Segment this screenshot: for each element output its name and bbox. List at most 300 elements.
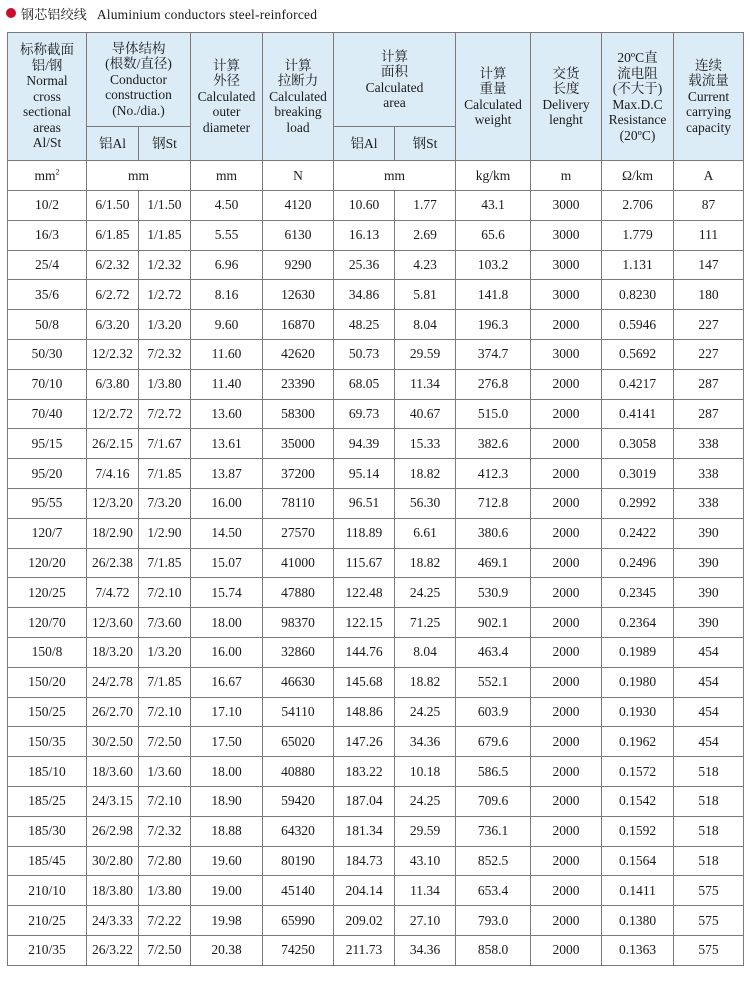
cell-weight: 196.3 <box>456 310 531 340</box>
cell-al-area: 184.73 <box>334 846 395 876</box>
cell-al-area: 211.73 <box>334 935 395 965</box>
cell-section: 95/55 <box>8 488 87 518</box>
cell-st-area: 71.25 <box>395 608 456 638</box>
unit-capacity: A <box>674 161 744 191</box>
cell-breaking-load: 58300 <box>263 399 334 429</box>
cell-outer-diameter: 6.96 <box>191 250 263 280</box>
cell-section: 70/40 <box>8 399 87 429</box>
cell-outer-diameter: 9.60 <box>191 310 263 340</box>
header-line: Max.D.C <box>612 96 663 112</box>
cell-al-area: 34.86 <box>334 280 395 310</box>
header-line: (20ºC) <box>619 127 656 143</box>
cell-section: 210/10 <box>8 876 87 906</box>
cell-section: 150/20 <box>8 667 87 697</box>
cell-weight: 65.6 <box>456 220 531 250</box>
header-line: lenght <box>549 112 583 127</box>
cell-resistance: 0.1980 <box>602 667 674 697</box>
cell-st-area: 34.36 <box>395 935 456 965</box>
cell-resistance: 0.3019 <box>602 459 674 489</box>
cell-capacity: 454 <box>674 667 744 697</box>
header-line: Calculated <box>197 88 256 104</box>
cell-st-construction: 1/1.50 <box>139 191 191 221</box>
cell-st-construction: 7/2.32 <box>139 816 191 846</box>
header-section <box>8 33 87 161</box>
cell-outer-diameter: 13.61 <box>191 429 263 459</box>
header-line: Calculated <box>464 96 522 112</box>
cell-delivery: 2000 <box>531 757 602 787</box>
cell-st-area: 29.59 <box>395 816 456 846</box>
header-area <box>334 33 456 127</box>
cell-section: 185/45 <box>8 846 87 876</box>
table-row <box>8 220 744 250</box>
cell-outer-diameter: 18.00 <box>191 757 263 787</box>
cell-breaking-load: 4120 <box>263 191 334 221</box>
header-line: 连续 <box>695 57 723 73</box>
header-line: weight <box>474 112 512 127</box>
cell-al-construction: 6/1.50 <box>87 191 139 221</box>
cell-st-construction: 7/2.10 <box>139 697 191 727</box>
cell-st-area: 29.59 <box>395 339 456 369</box>
header-line: 交货 <box>552 65 580 81</box>
header-line: 标称截面 <box>20 42 74 58</box>
cell-delivery: 3000 <box>531 339 602 369</box>
cell-weight: 586.5 <box>456 757 531 787</box>
red-bullet-icon <box>6 8 16 18</box>
cell-section: 70/10 <box>8 369 87 399</box>
header-line: (根数/直径) <box>105 56 172 72</box>
cell-st-area: 34.36 <box>395 727 456 757</box>
header-line: 长度 <box>552 81 580 96</box>
cell-al-area: 145.68 <box>334 667 395 697</box>
cell-breaking-load: 37200 <box>263 459 334 489</box>
table-row <box>8 488 744 518</box>
cell-weight: 603.9 <box>456 697 531 727</box>
cell-al-area: 16.13 <box>334 220 395 250</box>
header-line: breaking <box>274 104 322 120</box>
cell-al-construction: 12/2.72 <box>87 399 139 429</box>
cell-capacity: 518 <box>674 757 744 787</box>
header-line: area <box>383 95 406 110</box>
table-row <box>8 429 744 459</box>
cell-weight: 902.1 <box>456 608 531 638</box>
cell-resistance: 0.2422 <box>602 518 674 548</box>
cell-weight: 43.1 <box>456 191 531 221</box>
cell-weight: 463.4 <box>456 637 531 667</box>
cell-st-construction: 1/3.80 <box>139 876 191 906</box>
table-row <box>8 667 744 697</box>
cell-section: 25/4 <box>8 250 87 280</box>
cell-al-area: 115.67 <box>334 548 395 578</box>
table-row <box>8 816 744 846</box>
cell-outer-diameter: 15.07 <box>191 548 263 578</box>
cell-resistance: 0.1363 <box>602 935 674 965</box>
table-row <box>8 459 744 489</box>
cell-resistance: 0.1411 <box>602 876 674 906</box>
cell-al-construction: 24/2.78 <box>87 667 139 697</box>
table-row <box>8 578 744 608</box>
cell-st-construction: 1/3.20 <box>139 310 191 340</box>
cell-capacity: 390 <box>674 578 744 608</box>
cell-outer-diameter: 11.40 <box>191 369 263 399</box>
table-row <box>8 906 744 936</box>
table-row <box>8 548 744 578</box>
cell-breaking-load: 40880 <box>263 757 334 787</box>
cell-st-construction: 1/2.90 <box>139 518 191 548</box>
cell-st-construction: 7/1.85 <box>139 548 191 578</box>
cell-breaking-load: 41000 <box>263 548 334 578</box>
cell-breaking-load: 9290 <box>263 250 334 280</box>
cell-al-construction: 6/3.20 <box>87 310 139 340</box>
header-line: 20ºC直 <box>617 50 658 65</box>
cell-capacity: 287 <box>674 399 744 429</box>
cell-resistance: 0.5946 <box>602 310 674 340</box>
cell-al-construction: 24/3.33 <box>87 906 139 936</box>
cell-capacity: 390 <box>674 518 744 548</box>
cell-outer-diameter: 13.60 <box>191 399 263 429</box>
cell-st-construction: 1/1.85 <box>139 220 191 250</box>
cell-weight: 412.3 <box>456 459 531 489</box>
cell-outer-diameter: 18.00 <box>191 608 263 638</box>
cell-section: 10/2 <box>8 191 87 221</box>
cell-st-construction: 7/3.60 <box>139 608 191 638</box>
cell-st-construction: 1/3.60 <box>139 757 191 787</box>
header-line: 计算 <box>213 57 240 73</box>
cell-capacity: 518 <box>674 846 744 876</box>
cell-weight: 679.6 <box>456 727 531 757</box>
cell-al-construction: 18/3.60 <box>87 757 139 787</box>
cell-section: 210/25 <box>8 906 87 936</box>
cell-delivery: 2000 <box>531 816 602 846</box>
table-row <box>8 727 744 757</box>
cell-weight: 552.1 <box>456 667 531 697</box>
cell-breaking-load: 78110 <box>263 488 334 518</box>
cell-section: 120/7 <box>8 518 87 548</box>
header-line: cross <box>33 88 61 104</box>
cell-weight: 380.6 <box>456 518 531 548</box>
cell-resistance: 0.1962 <box>602 727 674 757</box>
cell-outer-diameter: 15.74 <box>191 578 263 608</box>
cell-weight: 530.9 <box>456 578 531 608</box>
cell-capacity: 454 <box>674 637 744 667</box>
cell-al-area: 204.14 <box>334 876 395 906</box>
cell-capacity: 227 <box>674 310 744 340</box>
cell-outer-diameter: 18.90 <box>191 786 263 816</box>
cell-breaking-load: 46630 <box>263 667 334 697</box>
cell-resistance: 0.1380 <box>602 906 674 936</box>
cell-weight: 141.8 <box>456 280 531 310</box>
cell-outer-diameter: 16.00 <box>191 488 263 518</box>
cell-st-area: 4.23 <box>395 250 456 280</box>
cell-capacity: 227 <box>674 339 744 369</box>
table-row <box>8 518 744 548</box>
cell-capacity: 338 <box>674 429 744 459</box>
unit-weight: kg/km <box>456 161 531 191</box>
cell-weight: 793.0 <box>456 906 531 936</box>
cell-al-construction: 6/1.85 <box>87 220 139 250</box>
cell-capacity: 575 <box>674 876 744 906</box>
cell-resistance: 0.2364 <box>602 608 674 638</box>
cell-breaking-load: 6130 <box>263 220 334 250</box>
cell-section: 50/30 <box>8 339 87 369</box>
cell-al-construction: 26/2.38 <box>87 548 139 578</box>
cell-breaking-load: 27570 <box>263 518 334 548</box>
cell-al-area: 94.39 <box>334 429 395 459</box>
cell-st-area: 6.61 <box>395 518 456 548</box>
header-line: 计算 <box>284 57 312 73</box>
acsr-spec-table <box>7 32 744 966</box>
header-resistance <box>602 33 674 161</box>
header-line: Calculated <box>269 88 327 104</box>
cell-weight: 515.0 <box>456 399 531 429</box>
cell-st-construction: 7/2.22 <box>139 906 191 936</box>
cell-al-area: 48.25 <box>334 310 395 340</box>
subheader-construction-al: 铝Al <box>87 127 139 161</box>
cell-al-construction: 7/4.16 <box>87 459 139 489</box>
cell-al-construction: 26/2.15 <box>87 429 139 459</box>
cell-st-construction: 7/2.10 <box>139 786 191 816</box>
cell-al-area: 96.51 <box>334 488 395 518</box>
cell-al-construction: 7/4.72 <box>87 578 139 608</box>
header-line: 拉断力 <box>277 73 319 89</box>
table-row <box>8 786 744 816</box>
cell-al-area: 187.04 <box>334 786 395 816</box>
cell-resistance: 0.5692 <box>602 339 674 369</box>
cell-resistance: 1.131 <box>602 250 674 280</box>
cell-al-area: 69.73 <box>334 399 395 429</box>
units-row <box>8 161 744 191</box>
cell-delivery: 2000 <box>531 578 602 608</box>
cell-breaking-load: 65020 <box>263 727 334 757</box>
cell-st-construction: 1/3.80 <box>139 369 191 399</box>
cell-resistance: 0.1564 <box>602 846 674 876</box>
table-row <box>8 310 744 340</box>
table-row <box>8 369 744 399</box>
cell-resistance: 0.1930 <box>602 697 674 727</box>
cell-al-construction: 6/3.80 <box>87 369 139 399</box>
subheader-construction-st: 钢St <box>139 127 191 161</box>
header-line: Delivery <box>542 96 590 112</box>
header-line: carrying <box>686 104 731 120</box>
cell-capacity: 338 <box>674 488 744 518</box>
cell-breaking-load: 80190 <box>263 846 334 876</box>
cell-al-area: 50.73 <box>334 339 395 369</box>
cell-breaking-load: 74250 <box>263 935 334 965</box>
table-row <box>8 608 744 638</box>
cell-breaking-load: 64320 <box>263 816 334 846</box>
cell-section: 120/70 <box>8 608 87 638</box>
cell-delivery: 2000 <box>531 310 602 340</box>
cell-st-construction: 7/1.85 <box>139 459 191 489</box>
cell-delivery: 2000 <box>531 935 602 965</box>
table-body <box>8 191 744 966</box>
cell-capacity: 518 <box>674 816 744 846</box>
cell-resistance: 0.2496 <box>602 548 674 578</box>
cell-al-area: 118.89 <box>334 518 395 548</box>
cell-st-area: 18.82 <box>395 459 456 489</box>
cell-delivery: 2000 <box>531 786 602 816</box>
cell-st-construction: 7/2.50 <box>139 727 191 757</box>
cell-al-area: 25.36 <box>334 250 395 280</box>
cell-st-construction: 1/3.20 <box>139 637 191 667</box>
cell-section: 120/20 <box>8 548 87 578</box>
header-weight <box>456 33 531 161</box>
cell-st-area: 24.25 <box>395 786 456 816</box>
header-line: 计算 <box>479 65 507 81</box>
table-row <box>8 280 744 310</box>
cell-section: 210/35 <box>8 935 87 965</box>
cell-breaking-load: 12630 <box>263 280 334 310</box>
cell-al-construction: 6/2.72 <box>87 280 139 310</box>
cell-delivery: 2000 <box>531 876 602 906</box>
cell-outer-diameter: 16.00 <box>191 637 263 667</box>
cell-capacity: 454 <box>674 727 744 757</box>
header-line: Normal <box>26 73 68 89</box>
header-line: 导体结构 <box>111 40 166 56</box>
cell-breaking-load: 47880 <box>263 578 334 608</box>
cell-section: 150/35 <box>8 727 87 757</box>
cell-outer-diameter: 19.60 <box>191 846 263 876</box>
cell-st-area: 18.82 <box>395 548 456 578</box>
cell-section: 16/3 <box>8 220 87 250</box>
cell-al-area: 181.34 <box>334 816 395 846</box>
header-line: Resistance <box>608 112 667 127</box>
cell-st-area: 11.34 <box>395 876 456 906</box>
cell-st-area: 8.04 <box>395 637 456 667</box>
cell-st-construction: 1/2.32 <box>139 250 191 280</box>
cell-st-construction: 1/2.72 <box>139 280 191 310</box>
cell-breaking-load: 98370 <box>263 608 334 638</box>
cell-section: 95/15 <box>8 429 87 459</box>
cell-weight: 276.8 <box>456 369 531 399</box>
cell-outer-diameter: 4.50 <box>191 191 263 221</box>
cell-al-area: 183.22 <box>334 757 395 787</box>
header-line: capacity <box>686 119 731 135</box>
cell-outer-diameter: 5.55 <box>191 220 263 250</box>
cell-st-area: 1.77 <box>395 191 456 221</box>
header-line: 计算 <box>381 48 408 64</box>
header-line: outer <box>212 104 241 120</box>
table-row <box>8 637 744 667</box>
cell-breaking-load: 32860 <box>263 637 334 667</box>
cell-capacity: 454 <box>674 697 744 727</box>
cell-st-area: 40.67 <box>395 399 456 429</box>
cell-resistance: 0.8230 <box>602 280 674 310</box>
cell-outer-diameter: 11.60 <box>191 339 263 369</box>
cell-resistance: 0.4217 <box>602 369 674 399</box>
cell-st-area: 24.25 <box>395 578 456 608</box>
cell-capacity: 390 <box>674 608 744 638</box>
cell-delivery: 2000 <box>531 518 602 548</box>
cell-weight: 653.4 <box>456 876 531 906</box>
cell-outer-diameter: 20.38 <box>191 935 263 965</box>
header-line: 面积 <box>381 64 408 79</box>
table-row <box>8 339 744 369</box>
cell-al-construction: 26/3.22 <box>87 935 139 965</box>
cell-delivery: 3000 <box>531 191 602 221</box>
cell-st-area: 8.04 <box>395 310 456 340</box>
cell-weight: 736.1 <box>456 816 531 846</box>
header-breaking-load <box>263 33 334 161</box>
cell-section: 185/25 <box>8 786 87 816</box>
cell-section: 150/25 <box>8 697 87 727</box>
cell-resistance: 0.4141 <box>602 399 674 429</box>
header-delivery <box>531 33 602 161</box>
cell-st-construction: 7/1.67 <box>139 429 191 459</box>
cell-section: 50/8 <box>8 310 87 340</box>
cell-weight: 858.0 <box>456 935 531 965</box>
cell-section: 120/25 <box>8 578 87 608</box>
cell-outer-diameter: 17.10 <box>191 697 263 727</box>
cell-al-area: 209.02 <box>334 906 395 936</box>
header-outer-diameter <box>191 33 263 161</box>
table-row <box>8 399 744 429</box>
cell-breaking-load: 59420 <box>263 786 334 816</box>
cell-capacity: 338 <box>674 459 744 489</box>
header-line: 重量 <box>479 81 507 96</box>
cell-st-area: 27.10 <box>395 906 456 936</box>
cell-al-construction: 26/2.98 <box>87 816 139 846</box>
header-line: Al/St <box>32 135 62 151</box>
cell-capacity: 147 <box>674 250 744 280</box>
header-line: areas <box>33 119 61 135</box>
unit-outer-diameter: mm <box>191 161 263 191</box>
cell-capacity: 87 <box>674 191 744 221</box>
cell-capacity: 287 <box>674 369 744 399</box>
cell-weight: 469.1 <box>456 548 531 578</box>
cell-outer-diameter: 13.87 <box>191 459 263 489</box>
header-line: load <box>286 119 310 135</box>
cell-delivery: 2000 <box>531 459 602 489</box>
cell-resistance: 2.706 <box>602 191 674 221</box>
cell-st-construction: 7/2.50 <box>139 935 191 965</box>
cell-outer-diameter: 14.50 <box>191 518 263 548</box>
header-line: 载流量 <box>688 73 729 89</box>
table-row <box>8 250 744 280</box>
cell-resistance: 0.1989 <box>602 637 674 667</box>
unit-section: $mm^2$ <box>8 161 87 191</box>
cell-resistance: 1.779 <box>602 220 674 250</box>
cell-st-area: 24.25 <box>395 697 456 727</box>
cell-resistance: 0.2345 <box>602 578 674 608</box>
header-line: sectional <box>23 104 71 120</box>
cell-delivery: 2000 <box>531 608 602 638</box>
table-row <box>8 876 744 906</box>
subheader-area-al: 铝Al <box>334 127 395 161</box>
cell-capacity: 390 <box>674 548 744 578</box>
cell-al-area: 122.15 <box>334 608 395 638</box>
cell-al-construction: 18/2.90 <box>87 518 139 548</box>
cell-st-area: 10.18 <box>395 757 456 787</box>
cell-delivery: 2000 <box>531 846 602 876</box>
unit-area: mm <box>334 161 456 191</box>
cell-al-area: 144.76 <box>334 637 395 667</box>
cell-breaking-load: 65990 <box>263 906 334 936</box>
cell-weight: 382.6 <box>456 429 531 459</box>
cell-delivery: 2000 <box>531 727 602 757</box>
cell-st-area: 18.82 <box>395 667 456 697</box>
cell-al-construction: 26/2.70 <box>87 697 139 727</box>
cell-breaking-load: 23390 <box>263 369 334 399</box>
cell-outer-diameter: 16.67 <box>191 667 263 697</box>
header-line: (No./dia.) <box>112 102 165 118</box>
cell-resistance: 0.2992 <box>602 488 674 518</box>
cell-outer-diameter: 18.88 <box>191 816 263 846</box>
cell-breaking-load: 54110 <box>263 697 334 727</box>
cell-al-construction: 12/3.20 <box>87 488 139 518</box>
cell-capacity: 575 <box>674 935 744 965</box>
cell-al-construction: 18/3.20 <box>87 637 139 667</box>
cell-capacity: 180 <box>674 280 744 310</box>
